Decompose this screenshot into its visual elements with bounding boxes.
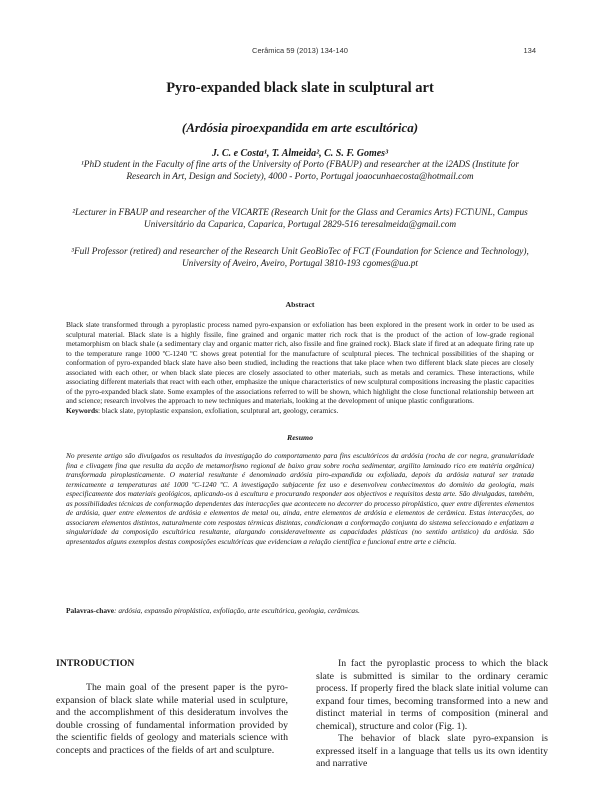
abstract-body: Black slate transformed through a pyroplastic process named pyro-expansion or exfoliation has been explored in the present work in order to be used as sculptural material. Black slate is a highly fissile, fine grained and organic matter rich rock that is the product of the action of low-grade regional metamorphism on black shale (a sedimentary clay and organic matter rich, also fissile and fine grained rock). Black slate if fired at an adequate firing rate up to the temperature range 1000 ºC-1240 ºC shows great potential for the manufacture of sculptural pieces. The technical possibilities of the shaping or conformation of pyro-expanded black slate have also been studied, including the reactions that take place when two different black slate pieces are closely associated with each other, or when black slate pieces are closely associated to other materials, such as metals and ceramics. These interactions, while associating different materials that react with each other, emphasize the unique characteristics of new sculptural compositions increasing the plastic capacities of the pyro-expanded black slate. Some examples of the associations referred to will be shown, which highlight the close functional relationship between art and science; research involves the approach to new techniques and materials, looking at the development of unique plastic configurations. [66,320,534,406]
paper-title: Pyro-expanded black slate in sculptural art [166,80,434,96]
resumo-heading: Resumo [287,433,313,442]
keywords-list: : black slate, pytoplastic expansion, exfoliation, sculptural art, geology, ceramics. [98,406,339,415]
section-heading-introduction: INTRODUCTION [56,658,135,669]
affiliation-2: ²Lecturer in FBAUP and researcher of the VICARTE (Research Unit for the Glass and Ceramics Arts) FCT\UNL, Campus Universitário da Caparica, Caparica, Portugal 2829-516 teresalmeida@gmail.com [72,208,528,230]
body-column-left: The main goal of the present paper is the pyro-expansion of black slate while material used in sculpture, and the accomplishment of this desideratum involves the double crossing of fundamental information provided by the scientific fields of geology and materials science with concepts and practices of the fields of art and sculpture. [56,682,288,756]
paper-subtitle: (Ardósia piroexpandida em arte escultórica) [181,120,419,135]
body-paragraph: The behavior of black slate pyro-expansion is expressed itself in a language that tells us its own identity and narrative [316,733,548,769]
page-number: 134 [523,46,536,55]
abstract-heading: Abstract [285,300,315,309]
running-header-journal: Cerâmica 59 (2013) 134-140 [252,46,348,55]
affiliation-3: ³Full Professor (retired) and researcher of the Research Unit GeoBioTec of FCT (Foundation for Science and Technology), University of Aveiro, Aveiro, Portugal 3810-193 cgomes@ua.pt [71,247,529,269]
keywords [66,406,534,415]
affiliation-1: ¹PhD student in the Faculty of fine arts of the University of Porto (FBAUP) and researcher at the i2ADS (Institute for Research in Art, Design and Society), 4000 - Porto, Portugal joaocunhaecosta@hotmail.com [81,160,519,182]
body-column-right [316,658,548,771]
body-paragraph: In fact the pyroplastic process to which the black slate is submitted is similar to the ordinary ceramic process. If properly fired the black slate initial volume can expand four times, becoming transformed into a new and distinct material in terms of composition (mineral and chemical), structure and color (Fig. 1). [316,658,548,732]
keywords-label: Keywords [66,406,99,415]
author-list: J. C. e Costa¹, T. Almeida², C. S. F. Gomes³ [211,148,389,159]
resumo-body: No presente artigo são divulgados os resultados da investigação do comportamento para fins escultóricos da ardósia (rocha de cor negra, granularidade fina e clivagem fina que resulta da acção de metamorfismo regional de baixo grau sobre rocha sedimentar, argilito laminado rico em matéria orgânica) transformada piroplasticamente. O material resultante é denominado ardósia piro-expandida ou exfoliada, depois da ardósia natural ser tratada termicamente a temperaturas até 1000 ºC-1240 ºC. A investigação subjacente fez uso e desenvolveu conhecimentos do domínio da geologia, mais especificamente dos materiais geológicos, aplicando-os à escultura e procurando responder aos objectivos e requisitos desta arte. São divulgadas, também, as possibilidades técnicas de conformação dependentes das interacções que acontecem no decorrer do processo piroplástico, quer entre diferentes elementos de ardósia, quer entre elementos de ardósia e elementos de metal ou, ainda, entre elementos de ardósia e elementos de cerâmica. Estas interacções, ao associarem elementos distintos, naturalmente com respostas térmicas distintas, condicionam a conformação conjunta do sistema seleccionado e enfatizam a singularidade da composição escultórica resultante, alargando consideravelmente as capacidades plásticas (no sentido artístico) da ardósia. São apresentados alguns exemplos destas composições escultóricas que evidenciam a relação científica e funcional entre arte e ciência. [66,451,534,546]
palavras-chave-list: : ardósia, expansão piroplástica, exfoliação, arte escultórica, geologia, cerâmicas. [114,606,360,615]
palavras-chave [66,606,534,615]
palavras-chave-label: Palavras-chave [66,606,115,615]
